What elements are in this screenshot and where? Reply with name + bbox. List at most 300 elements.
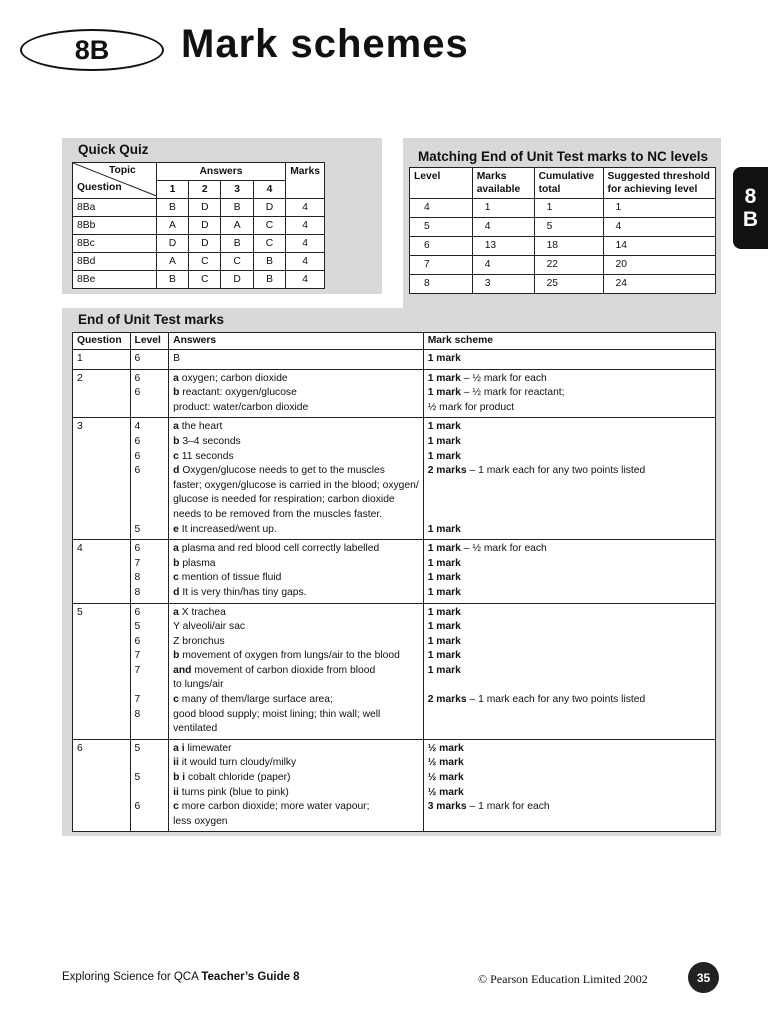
answer-line [173, 664, 419, 679]
mark-line [428, 508, 711, 523]
answer-line [173, 606, 419, 621]
level-value: 5 [134, 523, 141, 535]
quiz-answer: D [253, 199, 285, 217]
answer-col-header: 2 [189, 181, 221, 199]
level-value: 6 [134, 606, 141, 618]
answer-line [173, 586, 419, 601]
level-cell [130, 418, 169, 540]
answer-part: d [173, 586, 180, 598]
answer-part: b [173, 650, 180, 662]
level-value: 7 [134, 557, 141, 569]
level-cell [130, 603, 169, 739]
answer-line [173, 649, 419, 664]
mark-line [428, 542, 711, 557]
answer-line [173, 722, 419, 737]
nc-cell: 1 [603, 199, 715, 218]
nc-header: Marks available [472, 168, 534, 199]
mark-value: 1 mark [427, 523, 461, 535]
level-value: 6 [134, 635, 141, 647]
mark-note: ½ mark for product [427, 401, 515, 413]
quiz-answer: A [156, 217, 188, 235]
answer-part: ii [173, 786, 179, 798]
quiz-row [73, 217, 325, 235]
mark-value: 1 mark [427, 586, 461, 598]
answer-part: a i [173, 742, 185, 754]
mark-note: – ½ mark for each [463, 543, 547, 555]
level-value [135, 722, 165, 737]
answer-col-header: 3 [221, 181, 253, 199]
nc-header: Level [410, 168, 473, 199]
answer-part: a [173, 372, 179, 384]
answer-line [173, 815, 419, 830]
mark-line [428, 649, 711, 664]
quiz-row [73, 199, 325, 217]
answer-text: X trachea [181, 606, 226, 618]
answer-line [173, 800, 419, 815]
answer-text: movement of carbon dioxide from blood [194, 664, 376, 676]
level-value: 7 [134, 664, 141, 676]
level-value [135, 756, 165, 771]
answer-part: c [173, 572, 179, 584]
quiz-question: 8Bc [73, 235, 157, 253]
page-title: Mark schemes [181, 22, 469, 66]
level-value: 6 [134, 372, 141, 384]
mark-value: 1 mark [427, 421, 461, 433]
answer-line [173, 386, 419, 401]
level-value: 8 [134, 708, 141, 720]
level-value [135, 815, 165, 830]
level-value: 5 [134, 621, 141, 633]
nc-levels-table [409, 167, 716, 294]
question-number: 2 [73, 369, 131, 418]
quiz-marks: 4 [286, 199, 325, 217]
nc-cell: 24 [603, 275, 715, 294]
mark-line [428, 815, 711, 830]
quiz-answer: B [221, 235, 253, 253]
header-answers: Answers [156, 163, 285, 181]
mark-scheme-cell [423, 739, 715, 832]
level-value [135, 493, 165, 508]
quiz-answer: C [253, 235, 285, 253]
answer-line [173, 708, 419, 723]
level-value: 8 [134, 586, 141, 598]
quick-quiz-table [72, 162, 325, 289]
mark-value: 1 mark [427, 450, 461, 462]
quiz-answer: D [189, 217, 221, 235]
answer-part: a [173, 606, 179, 618]
answer-part: b i [173, 772, 186, 784]
mark-line [428, 756, 711, 771]
mark-line [428, 386, 711, 401]
mark-line [428, 372, 711, 387]
mark-line [428, 571, 711, 586]
unit-test-header: Answers [169, 333, 424, 350]
answer-text: plasma [182, 557, 216, 569]
answer-text: needs to be removed from the muscles faster. [173, 508, 383, 520]
nc-row [410, 256, 716, 275]
mark-value: 1 mark [427, 621, 461, 633]
quiz-question: 8Be [73, 271, 157, 289]
unit-test-row [73, 350, 716, 370]
nc-cell: 1 [472, 199, 534, 218]
answer-line [173, 557, 419, 572]
mark-value: 1 mark [427, 606, 461, 618]
mark-note: – 1 mark each for any two points listed [469, 465, 646, 477]
mark-line [428, 771, 711, 786]
answer-line [173, 420, 419, 435]
mark-value: 1 mark [427, 572, 461, 584]
answer-text: movement of oxygen from lungs/air to the blood [182, 650, 400, 662]
footer-title [62, 971, 300, 983]
answer-col-header: 1 [156, 181, 188, 199]
quiz-answer: C [253, 217, 285, 235]
mark-line [428, 464, 711, 479]
quiz-answer: B [253, 253, 285, 271]
mark-scheme-cell [423, 369, 715, 418]
mark-line [428, 586, 711, 601]
topic-question-header-cell [73, 163, 157, 199]
mark-line [428, 620, 711, 635]
mark-line [428, 479, 711, 494]
quick-quiz-title: Quick Quiz [78, 142, 149, 157]
nc-row [410, 218, 716, 237]
answer-text: less oxygen [173, 815, 228, 827]
copyright: © Pearson Education Limited 2002 [478, 972, 648, 986]
footer-guide: Teacher’s Guide 8 [201, 971, 300, 983]
mark-line [428, 693, 711, 708]
answers-cell [169, 418, 424, 540]
nc-cell: 8 [410, 275, 473, 294]
answer-text: limewater [187, 742, 232, 754]
quiz-answer: D [221, 271, 253, 289]
answer-text: Oxygen/glucose needs to get to the muscles [182, 465, 385, 477]
mark-note: – ½ mark for reactant; [463, 387, 565, 399]
answer-line [173, 571, 419, 586]
level-value [135, 678, 165, 693]
nc-cell: 3 [472, 275, 534, 294]
answer-part: c [173, 801, 179, 813]
mark-line [428, 523, 711, 538]
mark-line [428, 664, 711, 679]
quiz-question: 8Bb [73, 217, 157, 235]
answer-text: ventilated [173, 723, 218, 735]
answers-cell [169, 369, 424, 418]
level-value: 7 [134, 694, 141, 706]
answer-part: d [173, 465, 180, 477]
nc-levels-title: Matching End of Unit Test marks to NC levels [418, 149, 709, 164]
level-value [135, 786, 165, 801]
unit-test-row [73, 603, 716, 739]
answer-text: it would turn cloudy/milky [181, 757, 297, 769]
mark-line [428, 786, 711, 801]
answer-part: ii [173, 757, 179, 769]
answer-text: glucose is needed for respiration; carbon dioxide [173, 494, 395, 506]
quiz-answer: B [221, 199, 253, 217]
nc-cell: 4 [410, 199, 473, 218]
mark-value: 3 marks [427, 801, 467, 813]
unit-test-row [73, 369, 716, 418]
mark-value: 1 mark [427, 435, 461, 447]
level-value: 7 [134, 650, 141, 662]
side-tab-line1: 8 [744, 185, 757, 208]
quiz-answer: A [221, 217, 253, 235]
mark-value: 1 mark [427, 543, 461, 555]
mark-line [428, 557, 711, 572]
mark-scheme-cell [423, 350, 715, 370]
quiz-answer: C [189, 253, 221, 271]
quiz-answer: D [189, 235, 221, 253]
answer-text: turns pink (blue to pink) [181, 786, 289, 798]
quiz-marks: 4 [286, 271, 325, 289]
mark-value: 2 marks [427, 694, 467, 706]
mark-value: 1 mark [427, 650, 461, 662]
answer-line [173, 508, 419, 523]
quick-quiz-panel [62, 138, 382, 294]
quiz-marks: 4 [286, 217, 325, 235]
quiz-answer: D [156, 235, 188, 253]
level-value: 6 [134, 387, 141, 399]
nc-cell: 4 [472, 256, 534, 275]
unit-test-title: End of Unit Test marks [78, 312, 225, 327]
answer-text: product: water/carbon dioxide [173, 401, 309, 413]
side-tab [733, 167, 768, 249]
mark-value: ½ mark [427, 742, 464, 754]
level-value: 6 [134, 435, 141, 447]
level-value: 6 [134, 543, 141, 555]
quiz-row [73, 253, 325, 271]
level-cell [130, 540, 169, 603]
answer-line [173, 771, 419, 786]
mark-value: 2 marks [427, 465, 467, 477]
mark-line [428, 493, 711, 508]
quiz-question: 8Ba [73, 199, 157, 217]
mark-line [428, 742, 711, 757]
nc-cell: 14 [603, 237, 715, 256]
mark-value: ½ mark [427, 757, 464, 769]
nc-cell: 20 [603, 256, 715, 275]
nc-cell: 4 [472, 218, 534, 237]
answer-part: c [173, 450, 179, 462]
answer-text: Z bronchus [173, 635, 225, 647]
nc-cell: 22 [534, 256, 603, 275]
answer-part: b [173, 387, 180, 399]
mark-note: – ½ mark for each [463, 372, 547, 384]
header-marks: Marks [286, 163, 325, 199]
level-value: 6 [134, 801, 141, 813]
level-value: 4 [134, 421, 141, 433]
nc-cell: 5 [534, 218, 603, 237]
mark-value: 1 mark [427, 635, 461, 647]
answer-text: more carbon dioxide; more water vapour; [181, 801, 370, 813]
quiz-marks: 4 [286, 235, 325, 253]
quiz-answer: B [156, 271, 188, 289]
header-topic: Topic [109, 165, 136, 176]
nc-cell: 18 [534, 237, 603, 256]
unit-badge: 8B [20, 29, 164, 71]
answer-text: Y alveoli/air sac [173, 621, 246, 633]
question-number: 6 [73, 739, 131, 832]
quiz-row [73, 271, 325, 289]
mark-scheme-cell [423, 418, 715, 540]
level-value [135, 401, 165, 416]
answer-text: 11 seconds [181, 450, 234, 462]
unit-test-row [73, 418, 716, 540]
answers-cell [169, 603, 424, 739]
level-cell [130, 350, 169, 370]
level-value: 6 [134, 450, 141, 462]
answer-line [173, 435, 419, 450]
answer-text: cobalt chloride (paper) [188, 772, 291, 784]
answer-line [173, 372, 419, 387]
side-tab-line2: B [742, 208, 759, 231]
answer-text: mention of tissue fluid [181, 572, 282, 584]
level-value: 6 [134, 465, 141, 477]
mark-line [428, 352, 711, 367]
mark-line [428, 678, 711, 693]
level-value: 5 [134, 772, 141, 784]
answer-line [173, 450, 419, 465]
mark-line [428, 800, 711, 815]
quiz-answer: C [189, 271, 221, 289]
mark-line [428, 708, 711, 723]
nc-cell: 25 [534, 275, 603, 294]
mark-value: 1 mark [427, 372, 461, 384]
mark-scheme-cell [423, 603, 715, 739]
unit-test-table [72, 332, 716, 832]
level-value [135, 508, 165, 523]
answer-part: a [173, 543, 179, 555]
question-number: 1 [73, 350, 131, 370]
answer-text: faster; oxygen/glucose is carried in the blood; oxygen/ [173, 479, 419, 491]
mark-scheme-cell [423, 540, 715, 603]
answers-cell [169, 350, 424, 370]
answer-line [173, 786, 419, 801]
question-number: 3 [73, 418, 131, 540]
answer-line [173, 493, 419, 508]
mark-value: ½ mark [427, 786, 464, 798]
mark-value: 1 mark [427, 664, 461, 676]
mark-note: – 1 mark each for any two points listed [469, 694, 646, 706]
mark-line [428, 401, 711, 416]
unit-test-row [73, 540, 716, 603]
answer-text: It is very thin/has tiny gaps. [182, 586, 307, 598]
quiz-answer: B [253, 271, 285, 289]
answer-line [173, 401, 419, 416]
answer-line [173, 742, 419, 757]
mark-line [428, 635, 711, 650]
level-value: 8 [134, 572, 141, 584]
mark-value: 1 mark [427, 353, 461, 364]
answer-part: b [173, 557, 180, 569]
level-cell [130, 369, 169, 418]
nc-cell: 4 [603, 218, 715, 237]
nc-cell: 7 [410, 256, 473, 275]
answer-text: the heart [181, 421, 223, 433]
level-cell [130, 739, 169, 832]
mark-line [428, 722, 711, 737]
nc-levels-panel [403, 138, 721, 308]
answer-text: B [173, 353, 181, 364]
answer-part: and [173, 664, 192, 676]
answer-line [173, 542, 419, 557]
nc-cell: 1 [534, 199, 603, 218]
nc-header: Cumulative total [534, 168, 603, 199]
answer-text: plasma and red blood cell correctly labelled [181, 543, 380, 555]
header-question: Question [77, 182, 122, 193]
nc-row [410, 237, 716, 256]
answer-text: reactant: oxygen/glucose [182, 387, 297, 399]
unit-test-header: Question [73, 333, 131, 350]
footer-series: Exploring Science for QCA [62, 971, 199, 983]
answer-text: many of them/large surface area; [181, 694, 333, 706]
answers-cell [169, 739, 424, 832]
unit-test-header: Level [130, 333, 169, 350]
mark-value: ½ mark [427, 772, 464, 784]
nc-row [410, 275, 716, 294]
unit-test-header: Mark scheme [423, 333, 715, 350]
answer-line [173, 523, 419, 538]
quiz-answer: B [156, 199, 188, 217]
level-value: 6 [134, 353, 141, 364]
quiz-answer: D [189, 199, 221, 217]
question-number: 4 [73, 540, 131, 603]
answer-line [173, 756, 419, 771]
quiz-marks: 4 [286, 253, 325, 271]
mark-line [428, 435, 711, 450]
unit-test-row [73, 739, 716, 832]
answer-text: good blood supply; moist lining; thin wall; well [173, 708, 381, 720]
answer-text: to lungs/air [173, 679, 224, 691]
nc-row [410, 199, 716, 218]
nc-header: Suggested threshold for achieving level [603, 168, 715, 199]
answer-line [173, 678, 419, 693]
answer-text: It increased/went up. [181, 523, 277, 535]
quiz-answer: A [156, 253, 188, 271]
mark-line [428, 606, 711, 621]
answer-line [173, 620, 419, 635]
answer-part: a [173, 421, 179, 433]
answer-line [173, 352, 419, 367]
quiz-answer: C [221, 253, 253, 271]
question-number: 5 [73, 603, 131, 739]
answer-col-header: 4 [253, 181, 285, 199]
page-number: 35 [688, 962, 719, 993]
level-value: 5 [134, 742, 141, 754]
level-value [135, 479, 165, 494]
answer-part: b [173, 435, 180, 447]
quiz-row [73, 235, 325, 253]
answer-line [173, 479, 419, 494]
answer-part: c [173, 694, 179, 706]
mark-note: – 1 mark for each [469, 801, 550, 813]
nc-cell: 6 [410, 237, 473, 256]
mark-line [428, 420, 711, 435]
answer-line [173, 693, 419, 708]
mark-value: 1 mark [427, 557, 461, 569]
quiz-question: 8Bd [73, 253, 157, 271]
answer-part: e [173, 523, 179, 535]
answers-cell [169, 540, 424, 603]
answer-line [173, 635, 419, 650]
nc-cell: 13 [472, 237, 534, 256]
nc-cell: 5 [410, 218, 473, 237]
answer-text: 3–4 seconds [182, 435, 241, 447]
answer-text: oxygen; carbon dioxide [181, 372, 288, 384]
mark-value: 1 mark [427, 387, 461, 399]
answer-line [173, 464, 419, 479]
mark-line [428, 450, 711, 465]
unit-test-panel [62, 308, 721, 836]
